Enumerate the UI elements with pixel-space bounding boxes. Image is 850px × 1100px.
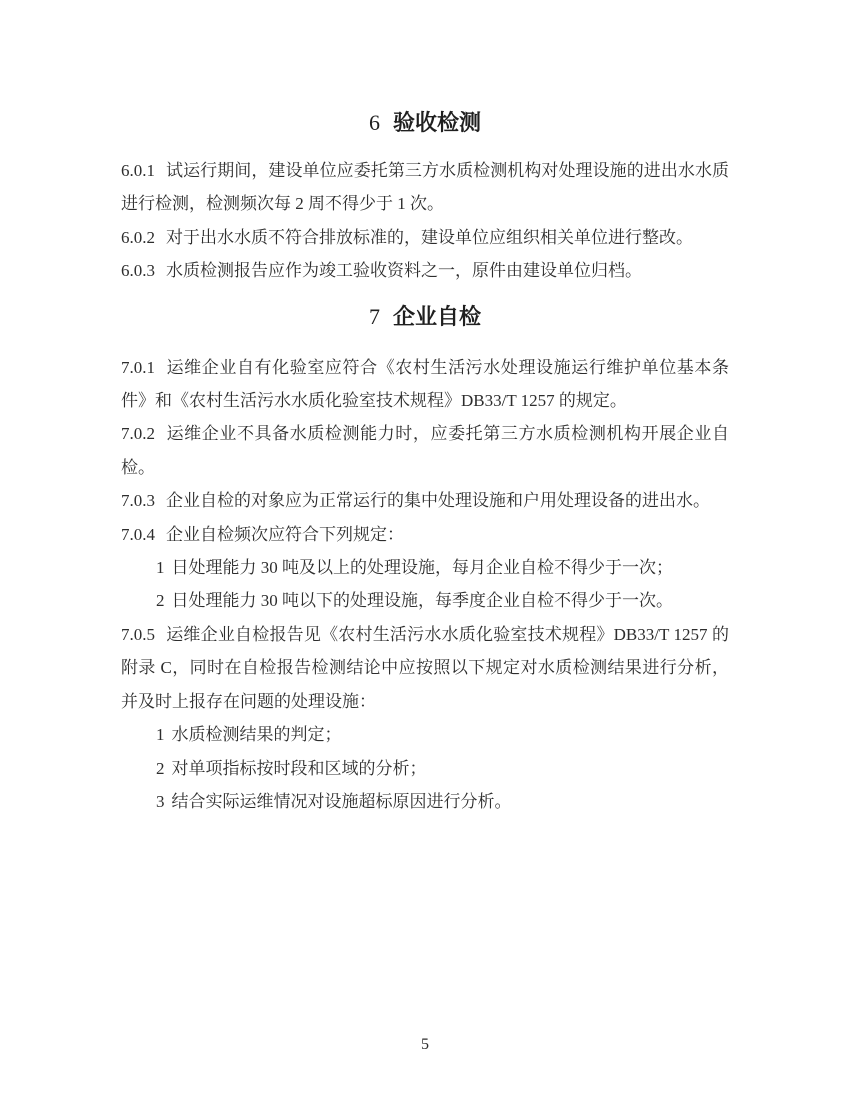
document-content: [121, 108, 729, 818]
clause-label: 7.0.3: [121, 491, 155, 511]
sub-item-7-0-5-1: [121, 718, 729, 751]
clause-text: 运维企业不具备水质检测能力时，应委托第三方水质检测机构开展企业自检。: [121, 424, 729, 477]
item-text: 日处理能力 30 吨及以上的处理设施，每月企业自检不得少于一次；: [171, 558, 673, 578]
item-number: 2: [156, 591, 165, 611]
item-number: 1: [156, 558, 165, 578]
clause-label: 6.0.3: [121, 261, 155, 281]
section-7-title: 企业自检: [392, 303, 481, 329]
sub-item-7-0-4-1: [121, 551, 729, 584]
item-text: 对单项指标按时段和区域的分析；: [171, 758, 427, 778]
page-number: 5: [421, 1036, 429, 1053]
item-text: 结合实际运维情况对设施超标原因进行分析。: [171, 791, 512, 811]
section-7-heading: [121, 302, 729, 332]
clause-text: 运维企业自检报告见《农村生活污水水质化验室技术规程》DB33/T 1257 的附录 C，同时在自检报告检测结论中应按照以下规定对水质检测结果进行分析，并及时上报存在问题的处理设施：: [121, 624, 729, 711]
paragraph-7-0-4: [121, 518, 729, 551]
item-number: 1: [156, 725, 165, 745]
clause-text: 运维企业自有化验室应符合《农村生活污水处理设施运行维护单位基本条件》和《农村生活污水水质化验室技术规程》DB33/T 1257 的规定。: [121, 357, 729, 411]
clause-label: 6.0.2: [121, 227, 155, 247]
paragraph-6-0-1: [121, 154, 729, 221]
paragraph-7-0-5: [121, 618, 729, 718]
paragraph-6-0-2: [121, 221, 729, 254]
section-6-heading: [121, 108, 729, 138]
paragraph-6-0-3: [121, 254, 729, 287]
clause-label: 7.0.4: [121, 524, 155, 544]
section-7-number: 7: [368, 303, 380, 329]
clause-text: 对于出水水质不符合排放标准的，建设单位应组织相关单位进行整改。: [166, 227, 693, 247]
clause-label: 6.0.1: [121, 161, 155, 180]
item-text: 水质检测结果的判定；: [171, 725, 342, 745]
clause-text: 企业自检频次应符合下列规定：: [166, 524, 404, 544]
paragraph-7-0-1: [121, 351, 729, 418]
item-number: 3: [156, 791, 165, 811]
clause-text: 试运行期间，建设单位应委托第三方水质检测机构对处理设施的进出水水质进行检测，检测频次每 2 周不得少于 1 次。: [121, 161, 729, 214]
sub-item-7-0-4-2: [121, 584, 729, 617]
paragraph-7-0-2: [121, 417, 729, 484]
clause-label: 7.0.1: [121, 357, 155, 377]
clause-label: 7.0.5: [121, 624, 155, 644]
paragraph-7-0-3: [121, 484, 729, 517]
clause-text: 水质检测报告应作为竣工验收资料之一，原件由建设单位归档。: [166, 261, 642, 281]
section-6-title: 验收检测: [392, 110, 481, 135]
clause-text: 企业自检的对象应为正常运行的集中处理设施和户用处理设备的进出水。: [166, 491, 710, 511]
clause-label: 7.0.2: [121, 424, 155, 444]
sub-item-7-0-5-2: [121, 752, 729, 785]
sub-item-7-0-5-3: [121, 785, 729, 818]
item-text: 日处理能力 30 吨以下的处理设施，每季度企业自检不得少于一次。: [171, 591, 673, 611]
item-number: 2: [156, 758, 165, 778]
section-6-number: 6: [368, 110, 380, 135]
